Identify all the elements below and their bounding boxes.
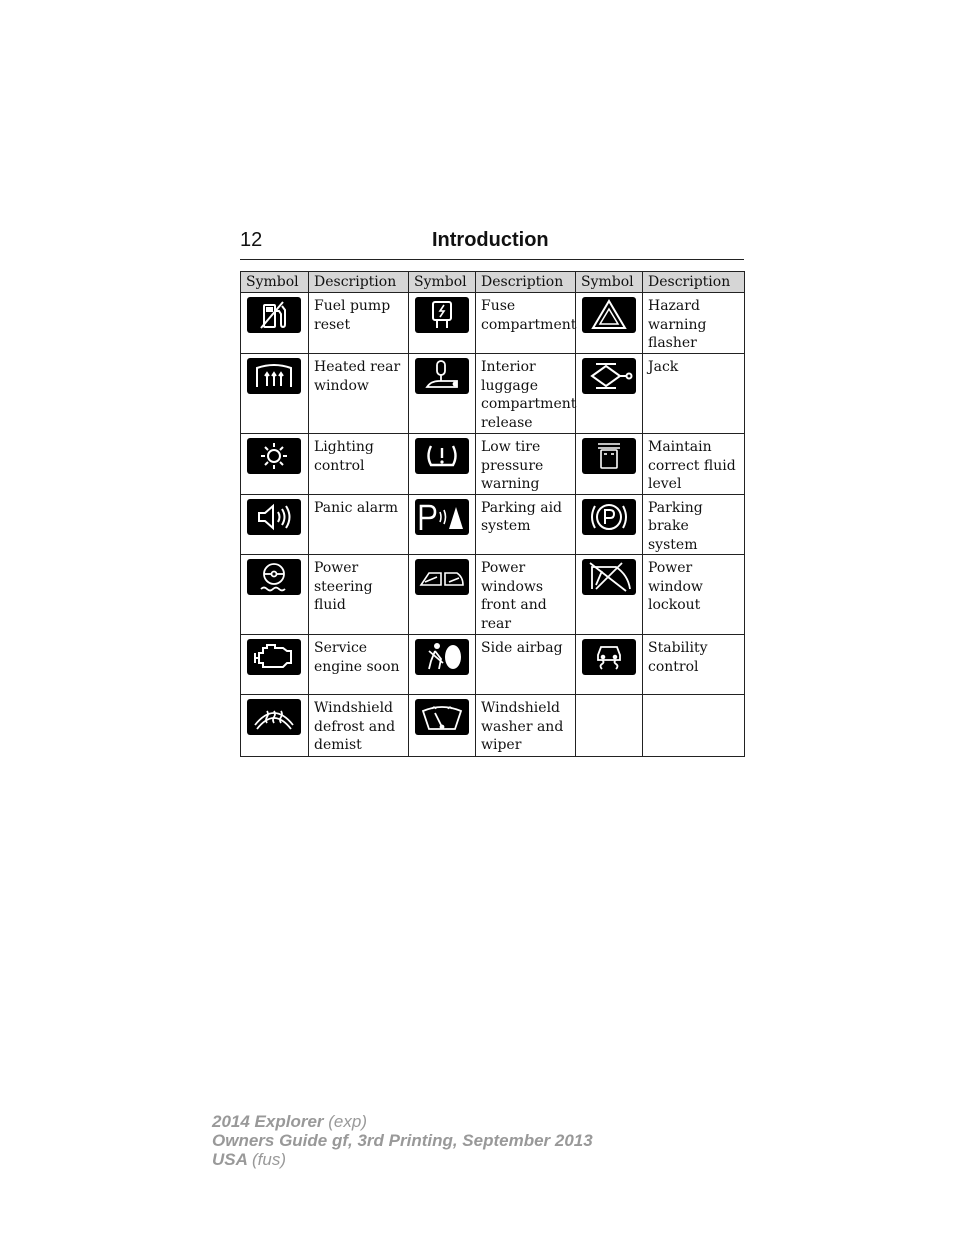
description-cell: Parking brake system: [643, 494, 745, 555]
column-header: Description: [476, 272, 576, 293]
description-cell: Jack: [643, 354, 745, 434]
footer-line-1: 2014 Explorer (exp): [212, 1112, 367, 1131]
page-number: 12: [240, 229, 263, 251]
description-cell: Service engine soon: [309, 635, 409, 695]
table-header-row: [241, 272, 745, 293]
document-footer: [212, 1112, 593, 1169]
service-engine-icon: [247, 639, 301, 675]
description-cell: Interior luggage compartment release: [476, 354, 576, 434]
empty-cell: [576, 695, 643, 757]
empty-cell: [643, 695, 745, 757]
footer-line-3: USA (fus): [212, 1150, 286, 1169]
hazard-warning-icon: [582, 297, 636, 333]
description-cell: Windshield defrost and demist: [309, 695, 409, 757]
power-windows-icon: [415, 559, 469, 595]
fluid-level-icon: [582, 438, 636, 474]
low-tire-pressure-icon: [415, 438, 469, 474]
side-airbag-icon: [415, 639, 469, 675]
description-cell: Hazard warning flasher: [643, 293, 745, 354]
page-header: [240, 229, 744, 260]
description-cell: Maintain correct fluid level: [643, 434, 745, 495]
description-cell: Parking aid system: [476, 494, 576, 555]
table-row: [241, 354, 745, 434]
description-cell: Panic alarm: [309, 494, 409, 555]
interior-luggage-release-icon: [415, 358, 469, 394]
table-row: [241, 695, 745, 757]
panic-alarm-icon: [247, 499, 301, 535]
description-cell: Low tire pressure warning: [476, 434, 576, 495]
page-title: Introduction: [432, 229, 549, 251]
power-steering-fluid-icon: [247, 559, 301, 595]
fuel-pump-reset-icon: [247, 297, 301, 333]
description-cell: Lighting control: [309, 434, 409, 495]
symbol-table: [240, 271, 745, 757]
description-cell: Fuse compartment: [476, 293, 576, 354]
description-cell: Heated rear window: [309, 354, 409, 434]
table-row: [241, 635, 745, 695]
parking-brake-icon: [582, 499, 636, 535]
power-window-lockout-icon: [582, 559, 636, 595]
heated-rear-window-icon: [247, 358, 301, 394]
column-header: Description: [309, 272, 409, 293]
table-row: [241, 293, 745, 354]
column-header: Symbol: [576, 272, 643, 293]
table-row: [241, 494, 745, 555]
description-cell: Windshield washer and wiper: [476, 695, 576, 757]
parking-aid-icon: [415, 499, 469, 535]
column-header: Symbol: [409, 272, 476, 293]
table-row: [241, 434, 745, 495]
description-cell: Power steering fluid: [309, 555, 409, 635]
column-header: Symbol: [241, 272, 309, 293]
footer-line-2: Owners Guide gf, 3rd Printing, September 2013: [212, 1131, 593, 1150]
description-cell: Fuel pump reset: [309, 293, 409, 354]
windshield-defrost-icon: [247, 699, 301, 735]
jack-icon: [582, 358, 636, 394]
column-header: Description: [643, 272, 745, 293]
description-cell: Power window lockout: [643, 555, 745, 635]
description-cell: Side airbag: [476, 635, 576, 695]
description-cell: Stability control: [643, 635, 745, 695]
windshield-washer-icon: [415, 699, 469, 735]
lighting-control-icon: [247, 438, 301, 474]
table-row: [241, 555, 745, 635]
description-cell: Power windows front and rear: [476, 555, 576, 635]
fuse-compartment-icon: [415, 297, 469, 333]
stability-control-icon: [582, 639, 636, 675]
